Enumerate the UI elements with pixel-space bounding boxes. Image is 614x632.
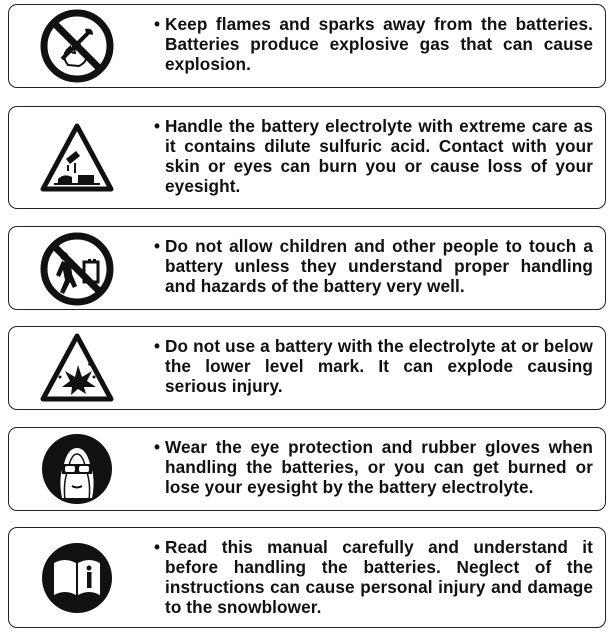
warning-text: [154, 236, 593, 296]
bullet: •: [154, 14, 161, 34]
explosion-hazard-icon: [40, 331, 114, 405]
warning-box-explosion: [8, 326, 606, 410]
keep-children-away-icon: [40, 232, 114, 306]
bullet: •: [154, 537, 161, 557]
warning-text: [154, 336, 593, 396]
eye-protection-icon: [40, 432, 114, 506]
warning-text-body: Read this manual carefully and understand it before handling the batteries. Neglect of the instructions can cause personal injury and damage to the snowblower.: [165, 537, 593, 617]
warning-box-electrolyte: [8, 106, 606, 209]
warning-box-read-manual: [8, 527, 606, 628]
bullet: •: [154, 236, 161, 256]
warning-text-body: Keep flames and sparks away from the batteries. Batteries produce explosive gas that can cause explosion.: [165, 14, 593, 74]
warning-box-eye-protection: [8, 427, 606, 511]
warning-text-body: Do not use a battery with the electrolyte at or below the lower level mark. It can explode causing serious injury.: [165, 336, 593, 396]
warning-text: [154, 116, 593, 196]
warning-text-body: Handle the battery electrolyte with extreme care as it contains dilute sulfuric acid. Contact with your skin or eyes can burn you or cause loss of your eyesight.: [165, 116, 593, 196]
warning-text: [154, 14, 593, 74]
corrosive-hazard-icon: [40, 121, 114, 195]
warning-text-body: Do not allow children and other people to touch a battery unless they understand proper handling and hazards of the battery very well.: [165, 236, 593, 296]
warning-text: [154, 537, 593, 617]
warning-box-children: [8, 226, 606, 310]
bullet: •: [154, 116, 161, 136]
read-manual-icon: [40, 541, 114, 615]
bullet: •: [154, 437, 161, 457]
warning-text-body: Wear the eye protection and rubber gloves when handling the batteries, or you can get burned or lose your eyesight by the battery electrolyte.: [165, 437, 593, 497]
no-flames-icon: [40, 9, 114, 83]
warning-text: [154, 437, 593, 497]
bullet: •: [154, 336, 161, 356]
warning-box-flames: [8, 4, 606, 88]
